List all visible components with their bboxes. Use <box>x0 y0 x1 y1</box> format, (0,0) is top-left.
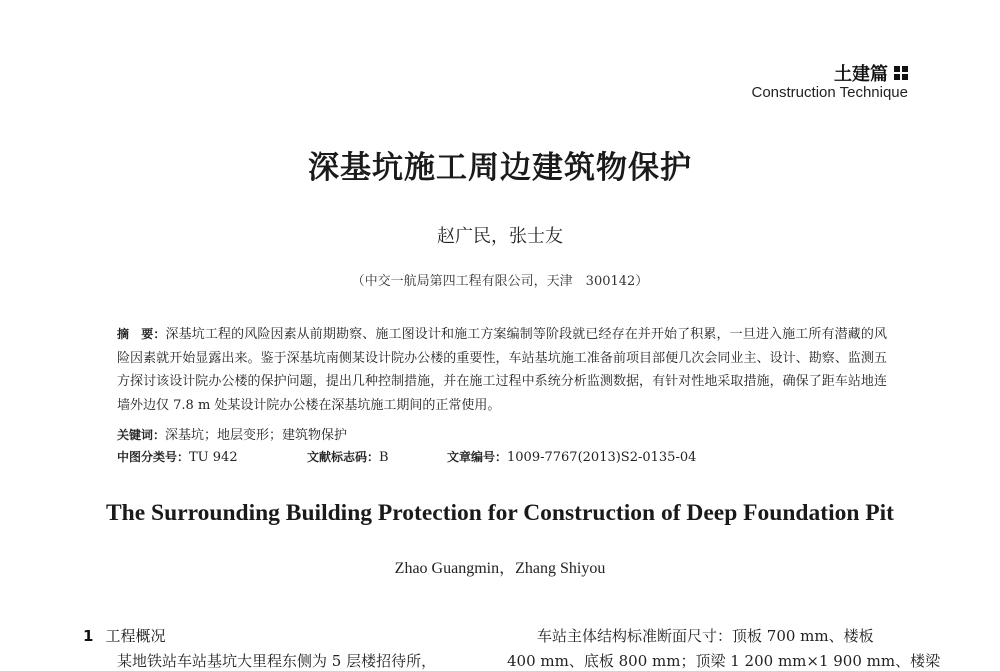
article-number: 文章编号：1009-7767(2013)S2-0135-04 <box>447 450 697 465</box>
section-heading <box>83 625 165 646</box>
keywords-label: 关键词： <box>117 428 166 442</box>
body-text-right-1: 车站主体结构标准断面尺寸：顶板 700 mm、楼板 <box>537 627 874 645</box>
body-text-right-2: 400 mm、底板 800 mm；顶梁 1 200 mm×1 900 mm、楼梁 <box>507 652 941 670</box>
abstract-text: 深基坑工程的风险因素从前期勘察、施工图设计和施工方案编制等阶段就已经存在并开始了积累，一旦进入施工所有潜藏的风险因素就开始显露出来。鉴于深基坑南侧某设计院办公楼的重要性，车站基坑施工准备前项目部便几次会同业主、设计、勘察、监测五方探讨该设计院办公楼的保护问题，提出几种控制措施，并在施工过程中系统分析监测数据，有针对性地采取措施，确保了距车站地连墙外边仅 7.8 m 处某设计院办公楼在深基坑施工期间的正常使用。 <box>117 327 887 413</box>
paper-title-en: The Surrounding Building Protection for Construction of Deep Foundation Pit <box>106 500 894 526</box>
abstract-label: 摘 要： <box>117 327 166 341</box>
affiliation-cn: （中交一航局第四工程有限公司，天津 300142） <box>351 274 649 289</box>
abstract <box>117 323 887 417</box>
paper-title-cn: 深基坑施工周边建筑物保护 <box>308 150 692 186</box>
keywords <box>117 424 347 443</box>
doc-code: 文献标志码：B <box>307 450 389 465</box>
clc-code: 中图分类号：TU 942 <box>117 450 238 465</box>
section-title: 工程概况 <box>105 627 166 645</box>
classification-row <box>117 448 887 465</box>
authors-cn: 赵广民，张士友 <box>437 226 563 247</box>
section-header-cn: 土建篇 <box>834 64 888 85</box>
keywords-text: 深基坑；地层变形；建筑物保护 <box>165 428 348 443</box>
authors-en: Zhao Guangmin，Zhang Shiyou <box>394 560 606 577</box>
section-number: 1 <box>83 627 94 645</box>
grid-icon <box>894 66 908 80</box>
section-header <box>834 60 908 86</box>
section-header-en: Construction Technique <box>751 84 908 101</box>
body-text-left: 某地铁站车站基坑大里程东侧为 5 层楼招待所， <box>117 652 437 670</box>
